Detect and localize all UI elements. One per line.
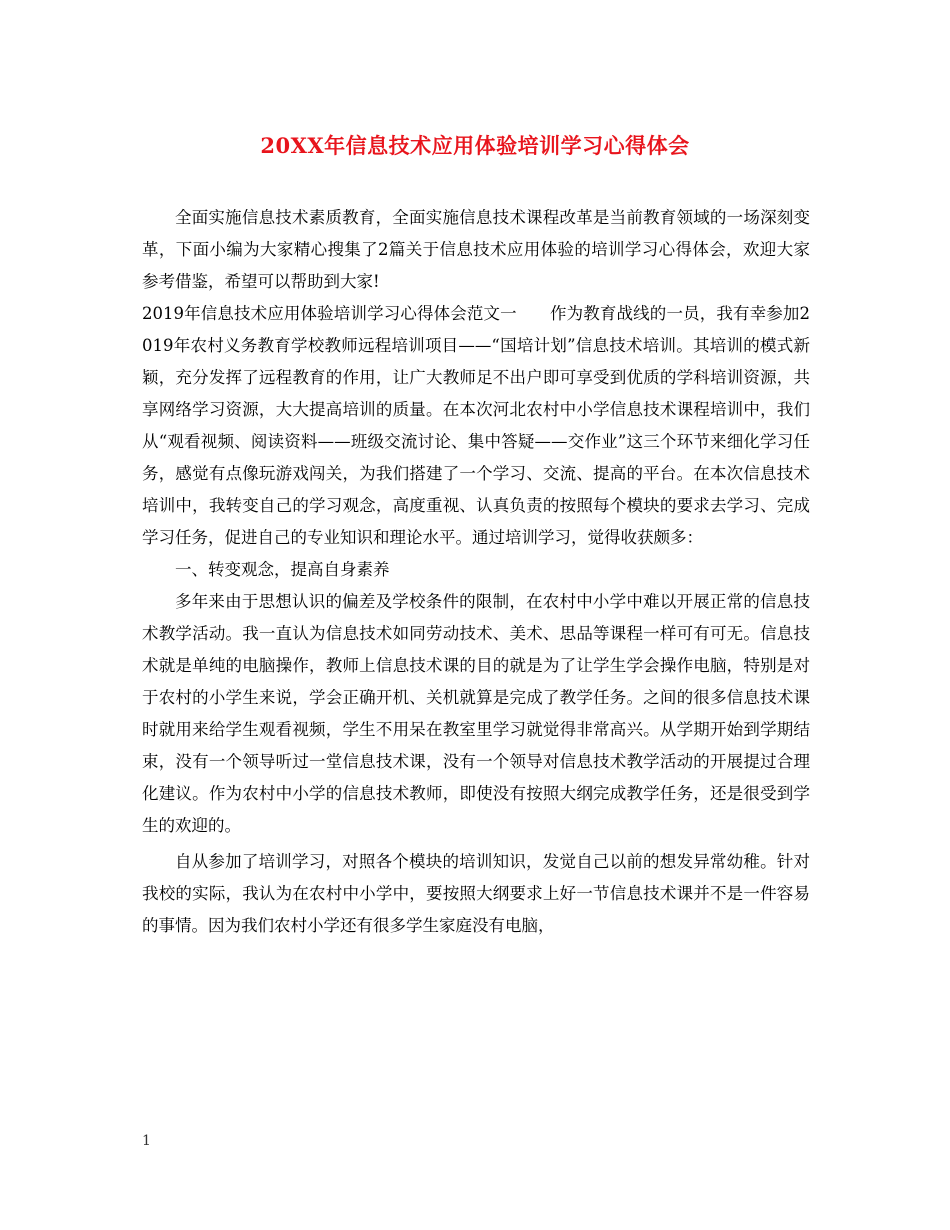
paragraph-body: 多年来由于思想认识的偏差及学校条件的限制，在农村中小学中难以开展正常的信息技术教学活动。我一直认为信息技术如同劳动技术、美术、思品等课程一样可有可无。信息技术就是单纯的电脑操作，教师上信息技术课的目的就是为了让学生学会操作电脑，特别是对于农村的小学生来说，学会正确开机、关机就算是完成了教学任务。之间的很多信息技术课时就用来给学生观看视频，学生不用呆在教室里学习就觉得非常高兴。从学期开始到学期结束，没有一个领导听过一堂信息技术课，没有一个领导对信息技术教学活动的开展提过合理化建议。作为农村中小学的信息技术教师，即使没有按照大纲完成教学任务，还是很受到学生的欢迎的。 bbox=[142, 592, 810, 835]
section-heading: 一、转变观念，提高自身素养 bbox=[175, 560, 390, 579]
document-title: 20XX年信息技术应用体验培训学习心得体会 bbox=[260, 133, 690, 158]
paragraph-essay-one: 2019年信息技术应用体验培训学习心得体会范文一 作为教育战线的一员，我有幸参加2019年农村义务教育学校教师远程培训项目——“国培计划”信息技术培训。其培训的模式新颖，充分发挥了远程教育的作用，让广大教师足不出户即可享受到优质的学科培训资源，共享网络学习资源，大大提高培训的质量。在本次河北农村中小学信息技术课程培训中，我们从“观看视频、阅读资料——班级交流讨论、集中答疑——交作业”这三个环节来细化学习任务，感觉有点像玩游戏闯关，为我们搭建了一个学习、交流、提高的平台。在本次信息技术培训中，我转变自己的学习观念，高度重视、认真负责的按照每个模块的要求去学习、完成学习任务，促进自己的专业知识和理论水平。通过培训学习，觉得收获颇多： bbox=[142, 304, 810, 547]
paragraph-body: 自从参加了培训学习，对照各个模块的培训知识，发觉自己以前的想发异常幼稚。针对我校的实际，我认为在农村中小学中，要按照大纲要求上好一节信息技术课并不是一件容易的事情。因为我们农村小学还有很多学生家庭没有电脑， bbox=[142, 852, 810, 935]
paragraph-intro: 全面实施信息技术素质教育，全面实施信息技术课程改革是当前教育领域的一场深刻变革，下面小编为大家精心搜集了2篇关于信息技术应用体验的培训学习心得体会，欢迎大家参考借鉴，希望可以帮助到大家! bbox=[142, 208, 810, 291]
page-number: 1 bbox=[142, 1133, 151, 1149]
document-body bbox=[142, 202, 810, 942]
